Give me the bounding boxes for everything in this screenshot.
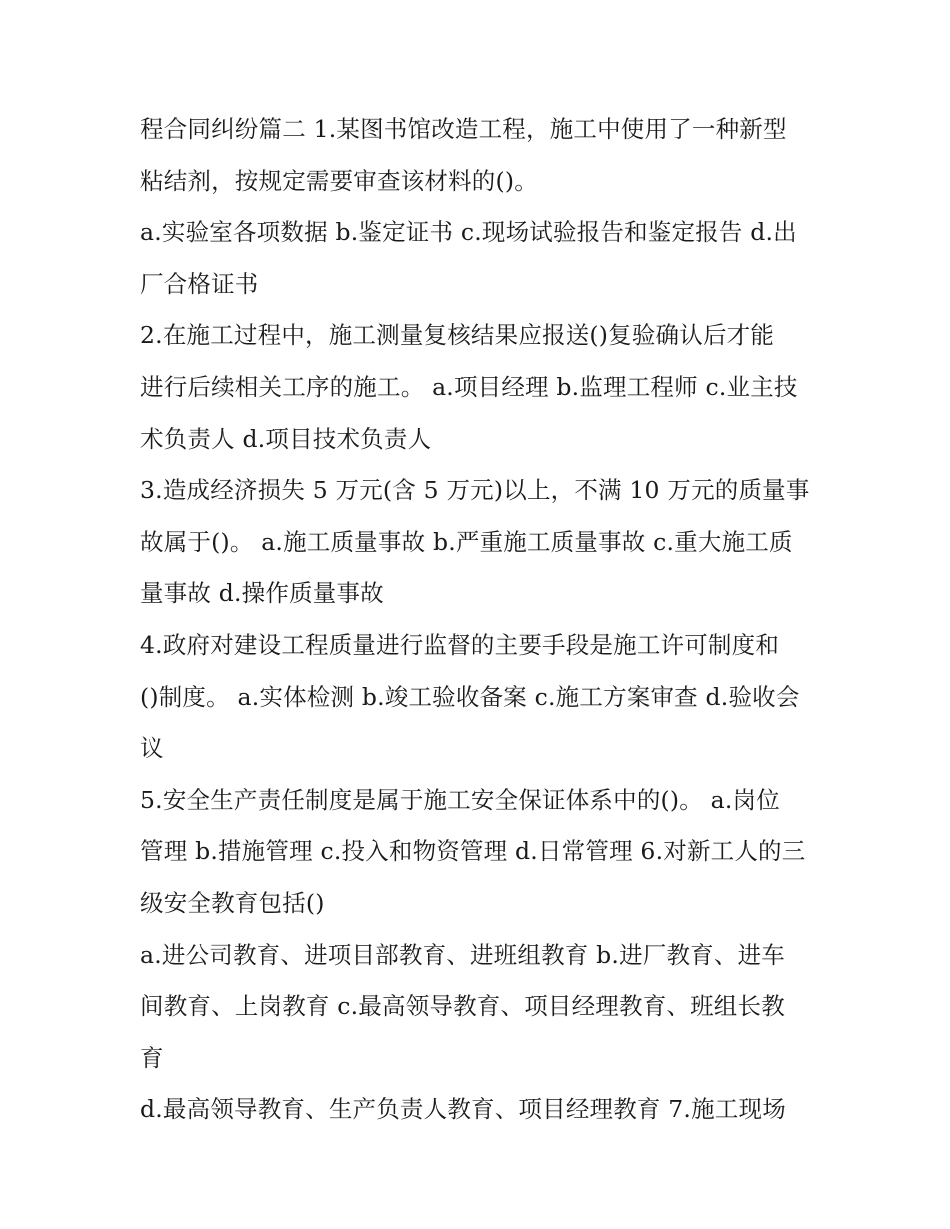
text-line: 粘结剂，按规定需要审查该材料的()。 bbox=[140, 166, 538, 195]
text-line: 议 bbox=[140, 734, 164, 763]
text-line: 进行后续相关工序的施工。 a.项目经理 b.监理工程师 c.业主技 bbox=[140, 372, 798, 401]
text-line: 4.政府对建设工程质量进行监督的主要手段是施工许可制度和 bbox=[140, 630, 780, 659]
text-line: 厂合格证书 bbox=[140, 269, 259, 298]
text-line: 5.安全生产责任制度是属于施工安全保证体系中的()。 a.岗位 bbox=[140, 785, 780, 814]
text-line: a.实验室各项数据 b.鉴定证书 c.现场试验报告和鉴定报告 d.出 bbox=[140, 218, 797, 247]
document-page bbox=[140, 104, 820, 1136]
text-line: 程合同纠纷篇二 1.某图书馆改造工程，施工中使用了一种新型 bbox=[140, 115, 787, 143]
text-line: 管理 b.措施管理 c.投入和物资管理 d.日常管理 6.对新工人的三 bbox=[140, 837, 806, 866]
text-line: 级安全教育包括() bbox=[140, 888, 325, 917]
text-line: 量事故 d.操作质量事故 bbox=[140, 579, 384, 608]
text-line: 育 bbox=[140, 1043, 164, 1072]
text-line: 间教育、上岗教育 c.最高领导教育、项目经理教育、班组长教 bbox=[140, 992, 785, 1021]
text-line: ()制度。 a.实体检测 b.竣工验收备案 c.施工方案审查 d.验收会 bbox=[140, 682, 800, 711]
text-line: 术负责人 d.项目技术负责人 bbox=[140, 424, 432, 453]
text-line: 2.在施工过程中，施工测量复核结果应报送()复验确认后才能 bbox=[140, 321, 775, 350]
text-line: 3.造成经济损失 5 万元(含 5 万元)以上，不满 10 万元的质量事 bbox=[140, 476, 810, 505]
text-line: a.进公司教育、进项目部教育、进班组教育 b.进厂教育、进车 bbox=[140, 940, 785, 969]
text-line: 故属于()。 a.施工质量事故 b.严重施工质量事故 c.重大施工质 bbox=[140, 527, 793, 556]
text-line: d.最高领导教育、生产负责人教育、项目经理教育 7.施工现场 bbox=[140, 1095, 786, 1124]
